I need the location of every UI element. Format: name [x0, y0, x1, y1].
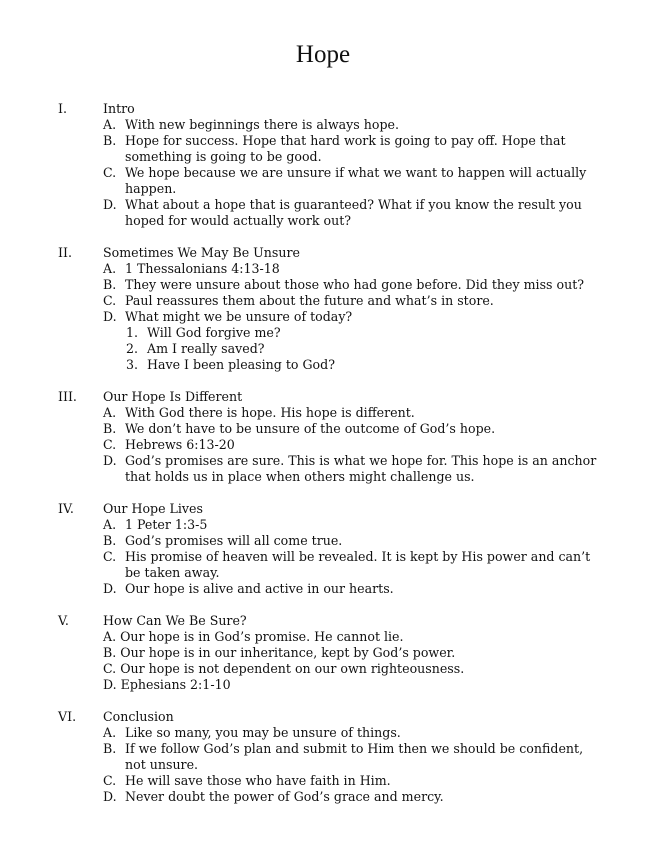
item-marker: A.: [103, 517, 117, 532]
item-marker: A.: [103, 261, 117, 276]
section-lives: [0, 501, 646, 597]
section-title: Intro: [103, 101, 135, 116]
outline-item: A. Our hope is in God’s promise. He cannot lie.: [103, 629, 404, 644]
outline-subitem: [0, 325, 646, 341]
item-text: God’s promises are sure. This is what we hope for. This hope is an anchor that holds us in place when others might challenge us.: [125, 453, 597, 484]
section-title: How Can We Be Sure?: [103, 613, 247, 628]
outline-item: [0, 741, 646, 773]
item-text: His promise of heaven will be revealed. It is kept by His power and can’t be taken away.: [125, 549, 591, 580]
item-text: God’s promises will all come true.: [125, 533, 343, 548]
outline-item: D. Ephesians 2:1-10: [103, 677, 231, 692]
item-marker: B.: [103, 533, 117, 548]
subitem-text: Will God forgive me?: [147, 325, 281, 340]
item-text: Hope for success. Hope that hard work is going to pay off. Hope that something is going to be good.: [125, 133, 566, 164]
section-numeral: II.: [58, 245, 72, 260]
section-be-sure: [0, 613, 646, 693]
item-marker: D.: [103, 453, 117, 468]
outline-item: [0, 533, 646, 549]
page-title: Hope: [295, 41, 351, 68]
section-different: [0, 389, 646, 485]
section-unsure: [0, 245, 646, 373]
item-text: We don’t have to be unsure of the outcome of God’s hope.: [125, 421, 496, 436]
outline-item: [0, 261, 646, 277]
section-numeral: I.: [58, 101, 67, 116]
outline-item: [0, 549, 646, 581]
outline-item: B. Our hope is in our inheritance, kept by God’s power.: [103, 645, 456, 660]
section-numeral: III.: [58, 389, 77, 404]
item-text: With God there is hope. His hope is different.: [125, 405, 415, 420]
section-conclusion: [0, 709, 646, 805]
outline-subitem: [0, 341, 646, 357]
outline-item: [0, 517, 646, 533]
outline-item: [0, 789, 646, 805]
outline-item: [0, 405, 646, 421]
subitem-text: Am I really saved?: [147, 341, 265, 356]
outline-item: [0, 421, 646, 437]
item-text: If we follow God’s plan and submit to Him then we should be confident, not unsure.: [125, 741, 584, 772]
item-marker: C.: [103, 293, 117, 308]
item-marker: D.: [103, 309, 117, 324]
outline-item: [0, 117, 646, 133]
item-text: Never doubt the power of God’s grace and mercy.: [125, 789, 444, 804]
item-text: They were unsure about those who had gone before. Did they miss out?: [125, 277, 585, 292]
outline-item: [0, 453, 646, 485]
item-marker: B.: [103, 741, 117, 756]
outline-item: [0, 309, 646, 325]
section-numeral: VI.: [58, 709, 77, 724]
outline-item: [0, 277, 646, 293]
item-marker: C.: [103, 165, 117, 180]
item-marker: D.: [103, 789, 117, 804]
item-text: With new beginnings there is always hope.: [125, 117, 399, 132]
sermon-outline: [0, 101, 646, 821]
section-numeral: IV.: [58, 501, 74, 516]
item-marker: C.: [103, 549, 117, 564]
item-marker: B.: [103, 277, 117, 292]
outline-item: [0, 197, 646, 229]
item-text: What might we be unsure of today?: [125, 309, 353, 324]
outline-item: [0, 437, 646, 453]
item-text: Paul reassures them about the future and what’s in store.: [125, 293, 494, 308]
subitem-marker: 3.: [126, 357, 139, 372]
outline-subitem: [0, 357, 646, 373]
item-text: What about a hope that is guaranteed? What if you know the result you hoped for would actually work out?: [125, 197, 582, 228]
item-marker: B.: [103, 133, 117, 148]
subitem-text: Have I been pleasing to God?: [147, 357, 335, 372]
item-marker: B.: [103, 421, 117, 436]
outline-item: C. Our hope is not dependent on our own righteousness.: [103, 661, 465, 676]
outline-item: [0, 725, 646, 741]
item-marker: D.: [103, 581, 117, 596]
outline-item: [0, 133, 646, 165]
item-text: Our hope is alive and active in our hearts.: [125, 581, 394, 596]
item-marker: C.: [103, 437, 117, 452]
section-title: Our Hope Lives: [103, 501, 203, 516]
outline-item: [0, 773, 646, 789]
item-marker: A.: [103, 405, 117, 420]
item-marker: C.: [103, 773, 117, 788]
subitem-marker: 1.: [126, 325, 139, 340]
item-text: 1 Thessalonians 4:13-18: [125, 261, 280, 276]
item-text: We hope because we are unsure if what we want to happen will actually happen.: [125, 165, 587, 196]
section-title: Our Hope Is Different: [103, 389, 243, 404]
outline-item: [0, 165, 646, 197]
subitem-marker: 2.: [126, 341, 139, 356]
item-text: Like so many, you may be unsure of things.: [125, 725, 401, 740]
section-title: Conclusion: [103, 709, 174, 724]
section-title: Sometimes We May Be Unsure: [103, 245, 300, 260]
section-numeral: V.: [58, 613, 69, 628]
item-text: He will save those who have faith in Him.: [125, 773, 391, 788]
section-intro: [0, 101, 646, 229]
outline-item: [0, 293, 646, 309]
outline-item: [0, 581, 646, 597]
item-text: 1 Peter 1:3-5: [125, 517, 208, 532]
item-text: Hebrews 6:13-20: [125, 437, 235, 452]
item-marker: A.: [103, 725, 117, 740]
item-marker: A.: [103, 117, 117, 132]
item-marker: D.: [103, 197, 117, 212]
